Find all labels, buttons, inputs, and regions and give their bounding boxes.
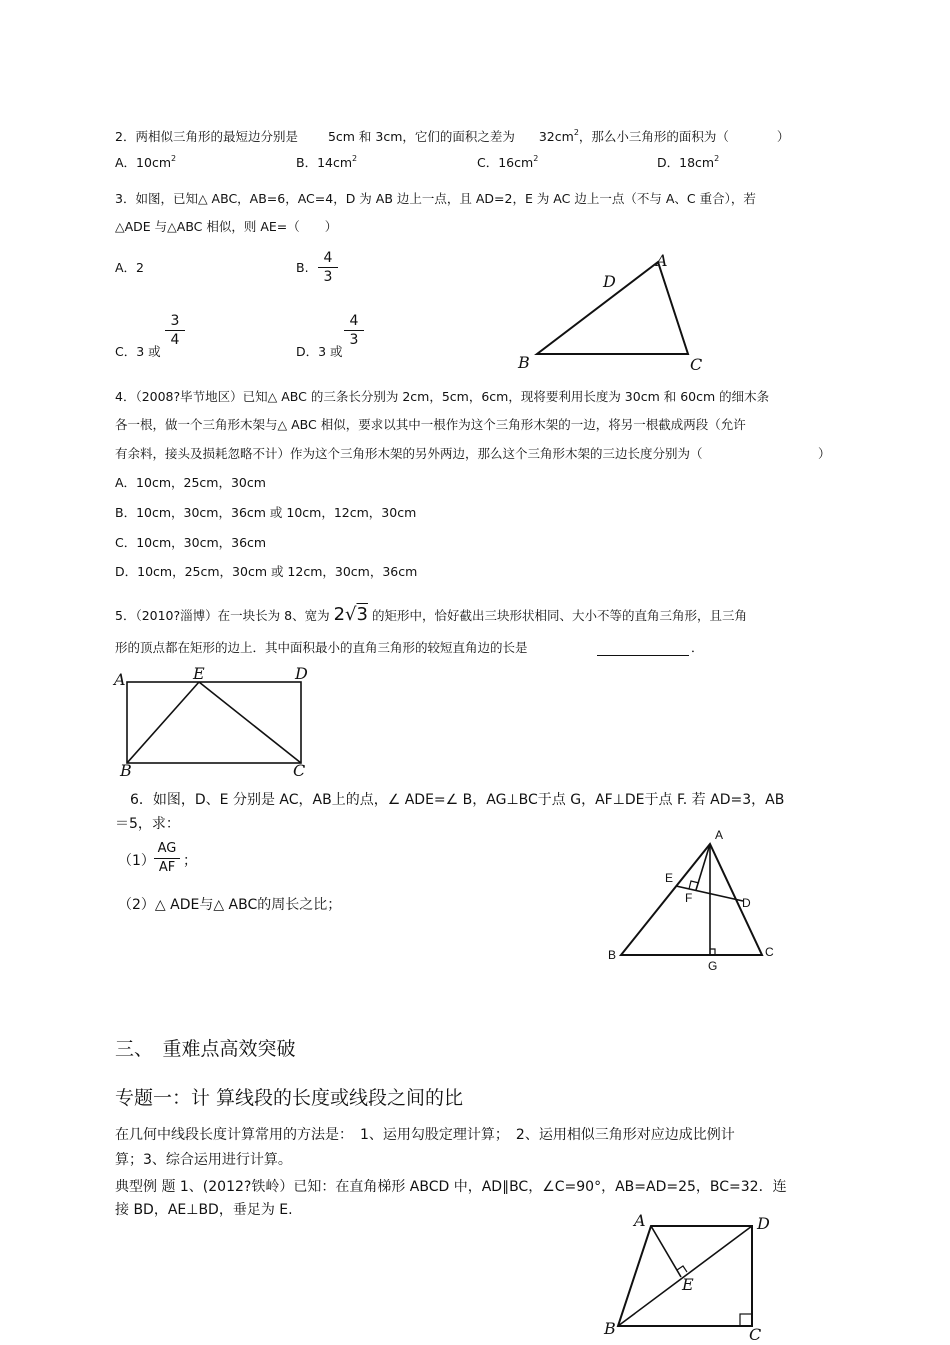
segment-ae — [651, 1226, 681, 1277]
q3-option-d-fraction — [344, 312, 364, 349]
q6-triangle-figure — [603, 825, 783, 975]
section-heading: 三、 重难点高效突破 — [115, 1038, 296, 1060]
q4-line2: 各一根，做一个三角形木架与△ ABC 相似，要求以其中一根作为这个三角形木架的一边，将另一根截成两段（允许 — [115, 417, 746, 432]
q6-part2: （2）△ ADE与△ ABC的周长之比； — [118, 897, 342, 913]
label-e: E — [665, 871, 674, 885]
q5-line1-b: 的矩形中，恰好截出三块形状相同、大小不等的直角三角形，且三角 — [371, 608, 747, 623]
q4-option-a: A．10cm，25cm，30cm — [115, 475, 266, 490]
sqrt-icon: √ — [345, 604, 357, 625]
segment-be — [127, 682, 199, 763]
q2-stem-d: ，那么小三角形的面积为（ — [578, 129, 729, 144]
label-a: A — [114, 670, 126, 689]
q4-line1: 4．（2008?毕节地区）已知△ ABC 的三条长分别为 2cm，5cm，6cm，现将要利用长度为 30cm 和 60cm 的细木条 — [115, 389, 770, 404]
q4-line3-end: ） — [818, 446, 831, 461]
label-e: E — [193, 664, 205, 683]
q2-option-c: C．$16cm^2$ — [477, 154, 539, 170]
q2-option-b: B．$14cm^2$ — [296, 154, 358, 170]
q3-line1: 3．如图，已知△ ABC，AB=6，AC=4，D 为 AB 边上一点，且 AD=2，E 为 AC 边上一点（不与 A、C 重合），若 — [115, 191, 756, 206]
label-e: E — [682, 1275, 694, 1294]
label-b: B — [518, 353, 530, 372]
q5-period: ． — [691, 640, 704, 655]
label-d: D — [757, 1214, 770, 1233]
q6-part1-end: ； — [183, 853, 197, 869]
section-para2: 算；3、综合运用进行计算。 — [115, 1152, 292, 1168]
q4-option-b: B．10cm，30cm，36cm 或 10cm，12cm，30cm — [115, 505, 417, 520]
fraction-numerator: AG — [154, 840, 180, 859]
fraction-denominator: 4 — [170, 332, 180, 348]
q2-stem-b: 5cm 和 3cm，它们的面积之差为 — [327, 129, 515, 144]
right-angle-mark-e — [677, 1266, 687, 1272]
fraction-denominator: 3 — [349, 332, 359, 348]
q5-root-radicand: 3 — [356, 604, 368, 625]
segment-ec — [199, 682, 301, 763]
q3-option-d: D．3 或 — [296, 344, 343, 359]
q2-stem-c: 32cm — [538, 129, 574, 144]
q2-sup: 2 — [573, 128, 579, 137]
label-a: A — [715, 828, 724, 842]
q5-root-coefficient: 2 — [333, 604, 346, 625]
example1-trapezoid-figure — [596, 1210, 776, 1342]
label-c: C — [765, 945, 774, 959]
q3-option-b: B. — [296, 260, 309, 275]
topic-heading: 专题一：计 算线段的长度或线段之间的比 — [115, 1087, 464, 1109]
example1-line1: 典型例 题 1、(2012?铁岭）已知：在直角梯形 ABCD 中，AD∥BC，∠C=90°，AB=AD=25，BC=32．连 — [115, 1179, 787, 1195]
fraction-denominator: AF — [158, 860, 176, 875]
fraction-numerator: 4 — [318, 249, 338, 268]
label-c: C — [293, 761, 306, 780]
q3-triangle-figure — [510, 248, 710, 376]
q4-option-c: C．10cm，30cm，36cm — [115, 535, 267, 550]
q5-answer-blank[interactable] — [597, 655, 689, 656]
label-c: C — [749, 1325, 762, 1344]
label-b: B — [608, 948, 617, 962]
q6-line2: ＝5，求： — [115, 816, 180, 832]
q5-line2: 形的顶点都在矩形的边上．其中面积最小的直角三角形的较短直角边的长是 — [115, 640, 528, 655]
fraction-numerator: 3 — [165, 312, 185, 331]
q5-line1 — [115, 604, 747, 625]
q3-option-b-fraction — [318, 249, 338, 286]
label-g: G — [708, 959, 718, 973]
q5-line1-a: 5．（2010?淄博）在一块长为 8、宽为 — [115, 608, 330, 623]
label-d: D — [295, 664, 308, 683]
q2-stem-e: ） — [776, 129, 790, 144]
q3-option-c-fraction — [165, 312, 185, 349]
label-c: C — [690, 355, 703, 374]
fraction-denominator: 3 — [323, 269, 333, 285]
example1-line2: 接 BD，AE⊥BD，垂足为 E. — [115, 1202, 293, 1218]
label-f: F — [685, 891, 693, 905]
q3-option-c: C．3 或 — [115, 344, 161, 359]
label-b: B — [604, 1319, 616, 1338]
label-b: B — [120, 761, 132, 780]
q2-stem-a: 2．两相似三角形的最短边分别是 — [115, 129, 298, 144]
label-a: A — [656, 251, 668, 270]
q2-stem — [115, 129, 789, 147]
label-d: D — [742, 896, 751, 910]
q6-part1-label: （1） — [118, 853, 155, 869]
q5-rectangle-figure — [112, 665, 317, 781]
label-a: A — [634, 1211, 646, 1230]
q3-option-a: A．2 — [115, 260, 145, 275]
fraction-numerator: 4 — [344, 312, 364, 331]
q2-option-a: A．$10cm^2$ — [115, 154, 177, 170]
q4-line3: 有余料，接头及损耗忽略不计）作为这个三角形木架的另外两边，那么这个三角形木架的三边长度分别为（ — [115, 446, 703, 461]
q6-line1: 6．如图，D、E 分别是 AC，AB上的点，∠ ADE=∠ B，AG⊥BC于点 G，AF⊥DE于点 F. 若 AD=3，AB — [130, 792, 785, 808]
section-para1: 在几何中线段长度计算常用的方法是： 1、运用勾股定理计算； 2、运用相似三角形对应边成比例计 — [115, 1127, 735, 1143]
q6-fraction — [154, 840, 180, 877]
q4-option-d: D．10cm，25cm，30cm 或 12cm，30cm，36cm — [115, 564, 418, 579]
label-d: D — [603, 272, 616, 291]
q3-line2: △ADE 与△ABC 相似，则 AE=（ ） — [115, 219, 338, 234]
q2-option-d: D．$18cm^2$ — [657, 154, 720, 170]
